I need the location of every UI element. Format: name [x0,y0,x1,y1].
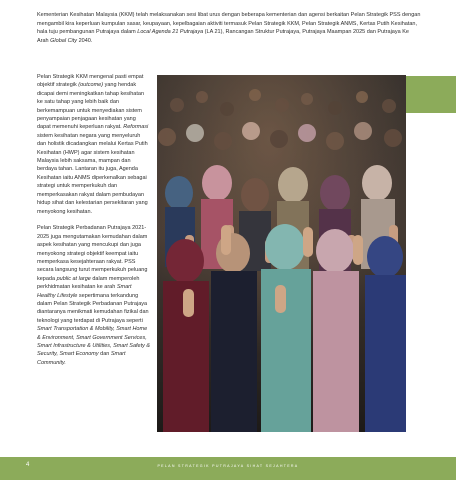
p1-text-3: sistem kesihatan negara yang menyeluruh dan holistik dicadangkan melalui Kertas Putih Kesihatan (HWP) agar sistem kesihatan Malaysia lebih saksama, mampan dan berdaya tahan. Lantaran itu juga, Agenda Kesihatan iaitu ANMS diperkenalkan sebagai strategi untuk memperkukuh dan memperkasakan rakyat dalam pembudayan hidup sihat dan kelestarian persekitaran yang menyokong kesihatan. [37,132,148,215]
p2-italic-1: public at large [56,275,91,282]
p2-text-1: Pelan Strategik Perbadanan Putrajaya 2021-2025 juga mengutamakan kemudahan dalam aspek kesihatan yang mencukupi dan juga menyokong strategi objektif keempat iaitu memperkasa kesejahteraan rakyat. PSS secara langsung turut memperkukuh peluang kepada [37,225,148,282]
p2-text-4: dan [98,351,111,358]
p2-italic-2: Smart Healthy Lifestyle [37,284,132,299]
p1-italic-2: Reformasi [123,124,149,131]
page-number: 4 [26,462,30,468]
intro-text-b-italic: Global City [50,37,78,44]
p2-text-2: dalam memperoleh perkhidmatan kesihatan ke arah [37,275,140,291]
intro-text-b: (LA 21), Rancangan Struktur Putrajaya, Putrajaya Maampan 2025 dan Putrajaya Ke Arah [37,29,409,44]
left-text-column [37,73,151,376]
p1-text-1: Pelan Strategik KKM mengenal pasti empat objektif strategik [37,74,144,89]
p2-text-3: sepertimana terkandung dalam Pelan Strategik Perbadanan Putrajaya diantaranya menikmati kemudahan fizikal dan teknologi yang terdapat di Putrajaya seperti [37,292,149,324]
p1-text-2: yang hendak dicapai demi meningkatkan tahap kesihatan ke satu tahap yang lebih baik dan berkemampuan untuk menyediakan sistem penyampaian penjagaan kesihatan yang dapat memenuhi keperluan rakyat. [37,82,145,131]
p1-italic-1: (outcome) [78,82,104,89]
photo-illustration [157,75,406,432]
footer-bar [0,457,456,480]
paragraph-kkm-strategic-plan [37,73,151,216]
intro-text-c: 2040. [77,37,93,44]
p2-italic-3: Smart Transportation & Mobility, Smart Home & Environment, Smart Government Services, Smart Infrastructure & Utilities, Smart Safety & Security, Smart Economy [37,326,151,358]
paragraph-putrajaya-strategic-plan [37,224,151,367]
intro-paragraph [37,11,421,45]
footer-title: PELAN STRATEGIK PUTRAJAYA SIHAT SEJAHTERA [157,464,299,468]
pledge-ceremony-photo [157,75,406,432]
intro-text-a-italic: Local Agenda 21 Putrajaya [137,29,204,36]
accent-green-block [406,76,456,113]
p2-italic-4: Smart Community. [37,351,126,366]
intro-text-a: Kementerian Kesihatan Malaysia (KKM) telah melaksanakan sesi libat urus dengan beberapa kementerian dan agensi berkaitan Pelan Strategik PSS dengan mengambil kira keperluan kumpulan sasar, keupayaan, kepelbagaian aktiviti termasuk Pelan Strategik KKM, Pelan Strategik ANMS, Kertas Putih Kesihatan, hala tuju pembangunan Putrajaya dalam [37,12,421,36]
